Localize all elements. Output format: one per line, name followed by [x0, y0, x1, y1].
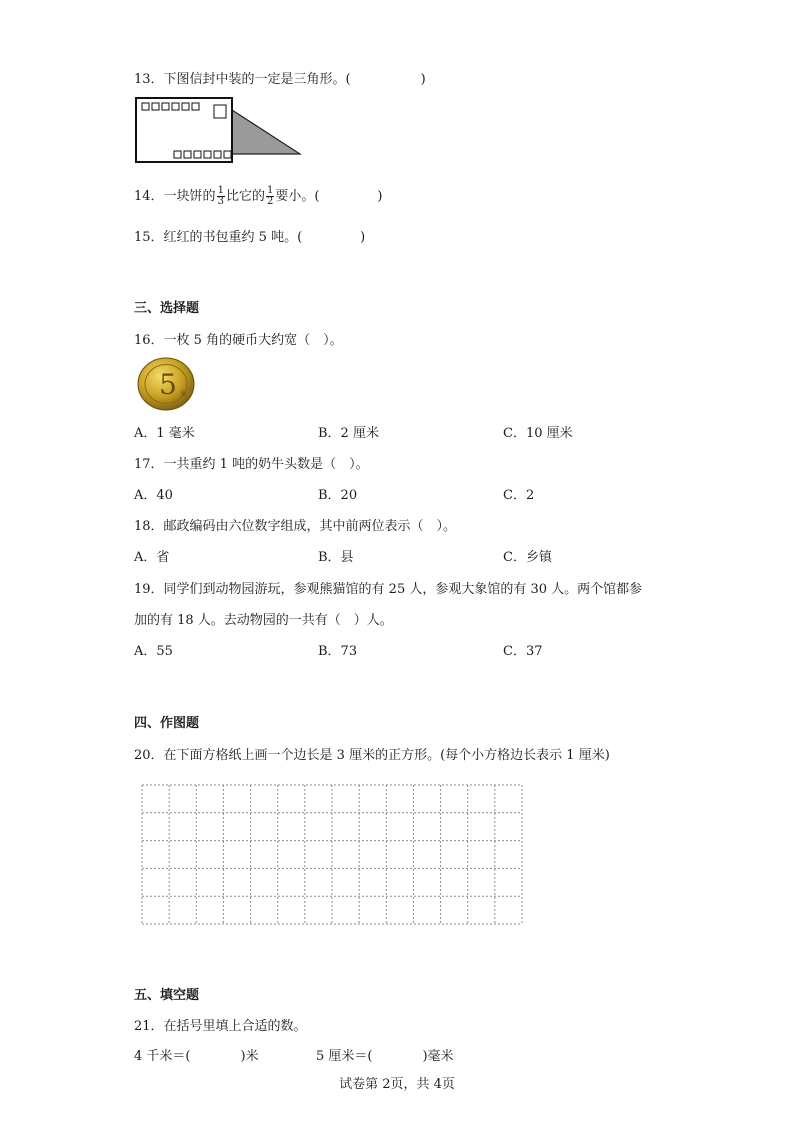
- q15-text: 红红的书包重约 5 吨。(: [163, 230, 303, 245]
- fraction-one-third: $\frac{1}{3}$: [217, 185, 224, 207]
- q14-line: 14．一块饼的 $\frac{1}{3}$ 比它的 $\frac{1}{2}$ 要小。( ): [134, 185, 383, 207]
- q20-line: [134, 744, 610, 763]
- q18-option-b[interactable]: B．县: [318, 550, 354, 565]
- q14-text-pre: 一块饼的: [163, 189, 216, 204]
- q16-text: 一枚 5 角的硬币大约宽（ ）。: [163, 333, 343, 348]
- envelope-figure: [134, 96, 304, 166]
- q21-number: 21．: [134, 1019, 164, 1034]
- q19-number: 19．: [134, 582, 164, 597]
- q14-text-post: 要小。(: [275, 189, 320, 204]
- q19-option-b[interactable]: B．73: [318, 644, 358, 659]
- q18-number: 18．: [134, 519, 164, 534]
- q13-line: [134, 68, 426, 87]
- q18-option-a[interactable]: A．省: [134, 550, 170, 565]
- triangle-shape: [232, 110, 300, 154]
- q19-option-a[interactable]: A．55: [134, 644, 173, 659]
- q19-text-1: 同学们到动物园游玩，参观熊猫馆的有 25 人，参观大象馆的有 30 人。两个馆都参: [163, 582, 643, 597]
- q19-line-1: [134, 578, 642, 597]
- q18-option-c[interactable]: C．乡镇: [503, 550, 552, 565]
- section-heading-drawing: 四、作图题: [134, 716, 200, 731]
- q20-text: 在下面方格纸上画一个边长是 3 厘米的正方形。(每个小方格边长表示 1 厘米): [163, 748, 610, 763]
- q21-text: 在括号里填上合适的数。: [163, 1019, 307, 1034]
- q17-number: 17．: [134, 457, 164, 472]
- q21-item-1: 4 千米＝( )米: [134, 1049, 259, 1064]
- grid-paper[interactable]: [140, 783, 524, 926]
- q17-option-c[interactable]: C．2: [503, 488, 535, 503]
- q16-number: 16．: [134, 333, 164, 348]
- q16-option-c[interactable]: C．10 厘米: [503, 426, 573, 441]
- q18-text: 邮政编码由六位数字组成，其中前两位表示（ ）。: [163, 519, 457, 534]
- q13-number: 13．: [134, 72, 164, 87]
- q19-option-c[interactable]: C．37: [503, 644, 543, 659]
- q15-number: 15．: [134, 230, 164, 245]
- q21-line: [134, 1015, 307, 1034]
- q17-option-b[interactable]: B．20: [318, 488, 358, 503]
- q19-text-2: 加的有 18 人。去动物园的一共有（ ）人。: [134, 613, 393, 628]
- q13-text: 下图信封中装的一定是三角形。(: [163, 72, 351, 87]
- section-heading-choice: 三、选择题: [134, 301, 200, 316]
- q14-text-mid: 比它的: [225, 189, 265, 204]
- q16-option-b[interactable]: B．2 厘米: [318, 426, 379, 441]
- q16-line: [134, 329, 343, 348]
- page-footer: 试卷第 2页，共 4页: [339, 1077, 455, 1092]
- coin-image: [134, 356, 198, 412]
- fraction-one-half: $\frac{1}{2}$: [266, 185, 274, 207]
- section-heading-fill: 五、填空题: [134, 988, 200, 1003]
- q17-line: [134, 453, 369, 472]
- q17-option-a[interactable]: A．40: [134, 488, 173, 503]
- coin-unit: 角: [180, 390, 187, 398]
- q13-close-paren: ): [420, 72, 426, 87]
- q20-number: 20．: [134, 748, 164, 763]
- q16-option-a[interactable]: A．1 毫米: [134, 426, 195, 441]
- q17-text: 一共重约 1 吨的奶牛头数是（ ）。: [163, 457, 369, 472]
- q14-number: 14．: [134, 189, 164, 204]
- q18-line: [134, 515, 456, 534]
- q21-item-2: 5 厘米＝( )毫米: [316, 1049, 454, 1064]
- q15-line: 15．红红的书包重约 5 吨。( ): [134, 230, 366, 245]
- coin-digit: 5: [159, 368, 177, 401]
